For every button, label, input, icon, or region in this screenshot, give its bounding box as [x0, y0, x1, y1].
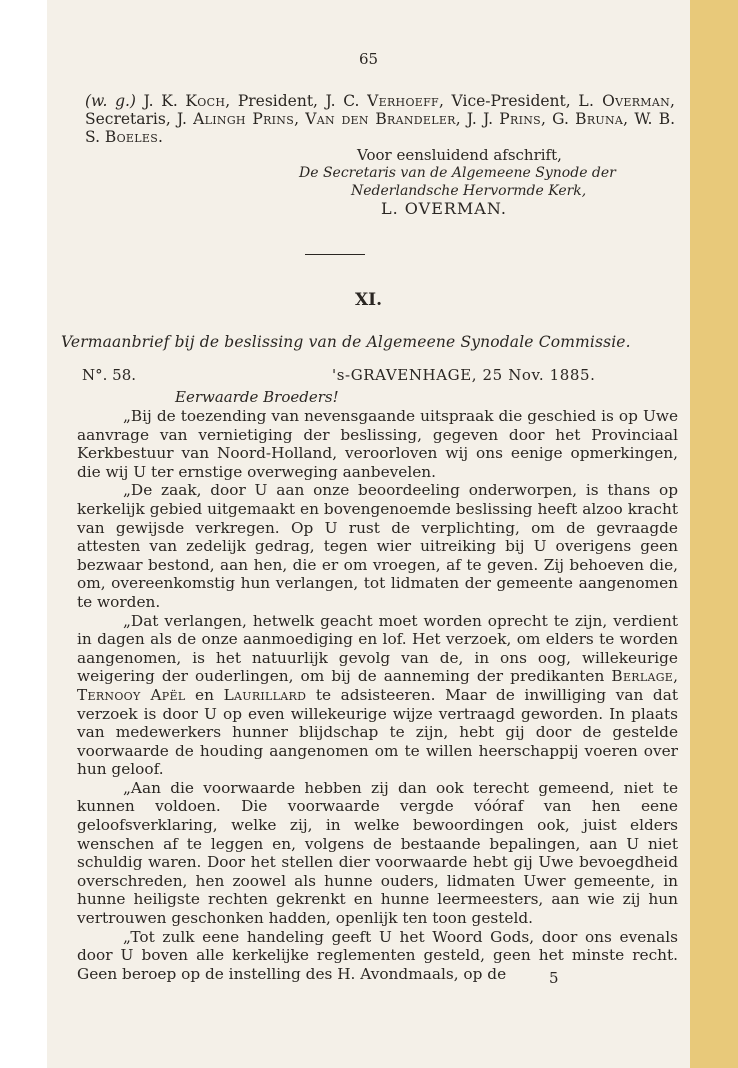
page-number: 65: [358, 50, 379, 68]
name-berlage: Berlage: [611, 667, 674, 686]
name-laurillard: Laurillard: [223, 685, 307, 704]
place-date: 's-GRAVENHAGE, 25 Nov. 1885.: [332, 366, 596, 384]
paragraph: „Bij de toezending van nevensgaande uitspraak die geschied is op Uwe aanvrage van vernietiging der beslissing, gegeven door het Provinciaal Kerkbestuur van Noord-Holland, veroorloven wij ons eenige opmerkingen, die wij U ter ernstige overweging aanbevelen.: [77, 407, 678, 481]
page-edge-strip: [690, 0, 738, 1068]
name-bruna: Bruna: [575, 110, 624, 128]
name-verhoeff: Verhoeff: [367, 92, 439, 110]
section-title: Vermaanbrief bij de beslissing van de Algemeene Synodale Commissie.: [61, 333, 631, 351]
section-divider: [305, 254, 365, 255]
paragraph: „Tot zulk eene handeling geeft U het Woord Gods, door ons evenals door U boven alle kerkelijke reglementen gesteld, geen het minste recht. Geen beroep op de instelling des H. Avondmaals, op de: [77, 927, 678, 983]
name-alingh-prins: Alingh Prins: [193, 110, 295, 128]
attestation-line: Nederlandsche Hervormde Kerk,: [351, 183, 587, 199]
signed-prefix: (w. g.): [85, 92, 136, 110]
salutation: Eerwaarde Broeders!: [175, 388, 339, 406]
letter-header: [82, 366, 672, 384]
paragraph: „Dat verlangen, hetwelk geacht moet worden oprecht te zijn, verdient in dagen als de onze aanmoediging en lof. Het verzoek, om elders te worden aangenomen, is het natuurlijk gevolg van de, in ons oog, willekeurige weigering der ouderlingen, om bij de aanneming der predikanten Berlage, Ternooy Apël en Laurillard te adsisteeren. Maar de inwilliging van dat verzoek is door U op even willekeurige wijze vertraagd geworden. In plaats van medewerkers hunner blijdschap te zijn, hebt gij door de gestelde voorwaarde de houding aangenomen om te willen heerschappij voeren over hun geloof.: [77, 611, 678, 779]
section-numeral: XI.: [354, 290, 383, 310]
letter-number: N°. 58.: [82, 366, 137, 384]
attestation-block: [299, 146, 616, 218]
name-van-den-brandeler: Van den Brandeler: [305, 110, 456, 128]
book-page: [47, 0, 690, 1068]
name-overman: L. Overman: [578, 92, 671, 110]
name-prins: Prins: [499, 110, 541, 128]
name-boeles: Boeles: [104, 128, 159, 146]
name-ternooy-apel: Ternooy Apël: [77, 685, 186, 704]
letter-body: [77, 407, 678, 983]
attestation-line: Voor eensluidend afschrift,: [357, 146, 562, 164]
name-koch: Koch: [185, 92, 226, 110]
signature-mark: 5: [549, 969, 559, 987]
scan-left-margin: [0, 0, 47, 1068]
signatories-block: (w. g.) J. K. Koch, President, J. C. Verhoeff, Vice-President, L. Overman, Secretaris, J. Alingh Prins, Van den Brandeler, J. J. Prins, G. Bruna, W. B. S. Boeles.: [85, 92, 676, 146]
attestation-signature: L. OVERMAN.: [381, 199, 507, 218]
attestation-line: De Secretaris van de Algemeene Synode der: [299, 165, 616, 181]
paragraph: „Aan die voorwaarde hebben zij dan ook terecht gemeend, niet te kunnen voldoen. Die voorwaarde vergde vóóraf van hen eene geloofsverklaring, welke zij, in welke bewoordingen ook, juist elders wenschen af te leggen en, volgens de bestaande bepalingen, aan U niet schuldig waren. Door het stellen dier voorwaarde hebt gij Uwe bevoegdheid overschreden, hen zoowel als hunne ouders, lidmaten Uwer gemeente, in hunne heiligste rechten gekrenkt en hunne leermeesters, aan wie zij hun vertrouwen geschonken hadden, openlijk ten toon gesteld.: [77, 778, 678, 928]
paragraph: „De zaak, door U aan onze beoordeeling onderworpen, is thans op kerkelijk gebied uitgemaakt en bovengenoemde beslissing heeft alzoo kracht van gewijsde verkregen. Op U rust de verplichting, om de gevraagde attesten van zedelijk gedrag, tegen wier uitreiking bij U overigens geen bezwaar bestond, aan hen, die er om vroegen, af te geven. Zij behoeven die, om, overeenkomstig hun verlangen, tot lidmaten der gemeente aangenomen te worden.: [77, 481, 678, 611]
